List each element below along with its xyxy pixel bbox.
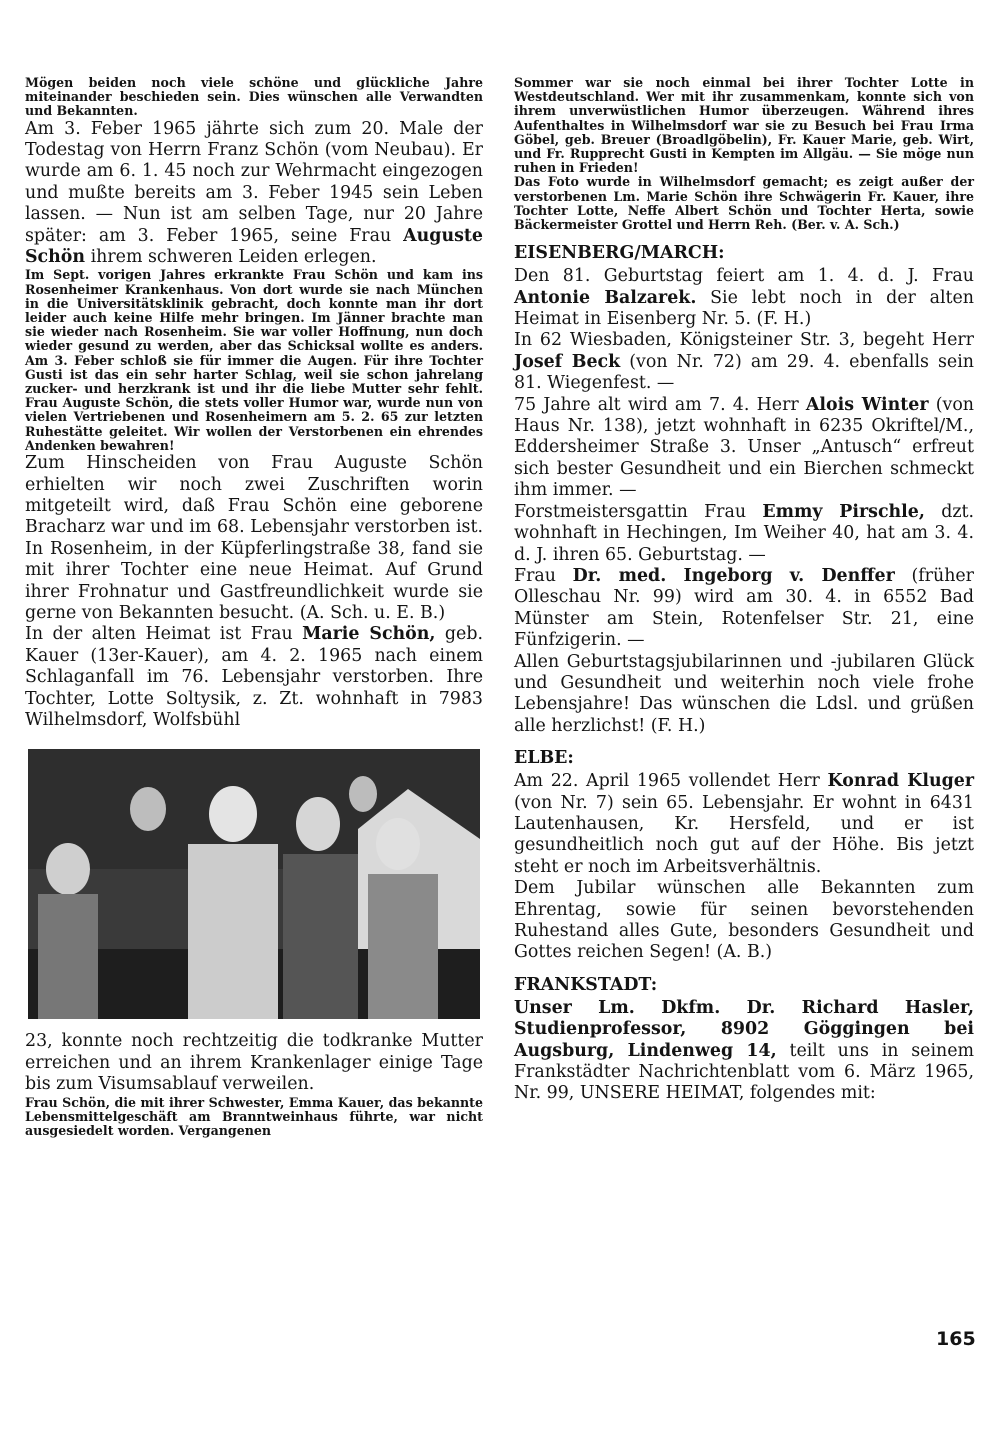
paragraph-denffer: Frau Dr. med. Ingeborg v. Denffer (früher Olleschau Nr. 99) wird am 30. 4. in 6552 Bad Münster am Stein, Rotenfelser Str. 21, eine Fünfzigerin. — — [514, 565, 974, 651]
heading-eisenberg: EISENBERG/MARCH: — [514, 243, 725, 264]
paragraph-last-summer: Sommer war sie noch einmal bei ihrer Tochter Lotte in Westdeutschland. Wer mit ihr zusammenkam, konnte sich von ihrem unverwüstlichen Humor überzeugen. Während ihres Aufenthaltes in Wilhelmsdorf war sie zu Besuch bei Frau Irma Göbel, geb. Breuer (Broadlgöbelin), Fr. Kauer Marie, geb. Wirt, und Fr. Rupprecht Gusti in Kempten im Allgäu. — Sie möge nun ruhen in Frieden! — [514, 75, 974, 176]
paragraph-photo-caption: Das Foto wurde in Wilhelmsdorf gemacht; es zeigt außer der verstorbenen Lm. Marie Schön ihre Schwägerin Fr. Kauer, ihre Tochter Lotte, Neffe Albert Schön und Tochter Herta, sowie Bäckermeister Grottel und Herrn Reh. (Ber. v. A. Sch.) — [514, 174, 974, 233]
heading-frankstadt: FRANKSTADT: — [514, 974, 658, 995]
paragraph-kluger: Am 22. April 1965 vollendet Herr Konrad Kluger (von Nr. 7) sein 65. Lebensjahr. Er wohnt in 6431 Lautenhausen, Kr. Hersfeld, und er ist gesundheitlich noch gut auf der Höhe. Bis jetzt steht er noch im Arbeitsverhältnis. — [514, 771, 975, 877]
paragraph-hasler: Unser Lm. Dkfm. Dr. Richard Hasler, Studienprofessor, 8902 Göggingen bei Augsburg, Lindenweg 14, teilt uns in seinem Frankstädter Nachrichtenblatt vom 6. März 1965, Nr. 99, UNSERE HEIMAT, folgendes mit: — [514, 997, 975, 1104]
paragraph-jubilar-wishes: Dem Jubilar wünschen alle Bekannten zum Ehrentag, sowie für seinen bevorstehenden Ruhestand alles Gute, besonders Gesundheit und Gottes reichen Segen! (A. B.) — [514, 878, 974, 963]
paragraph-marie-schoen: In der alten Heimat ist Frau Marie Schön, geb. Kauer (13er-Kauer), am 4. 2. 1965 nach einem Schlaganfall im 76. Lebensjahr verstorben. Ihre Tochter, Lotte Soltysik, z. Zt. wohnhaft in 7983 Wilhelmsdorf, Wolfsbühl — [25, 624, 484, 730]
paragraph-lotte-visit: 23, konnte noch rechtzeitig die todkranke Mutter erreichen und an ihrem Krankenlager einige Tage bis zum Visumsablauf verweilen. — [25, 1031, 483, 1095]
paragraph-beck: In 62 Wiesbaden, Königsteiner Str. 3, begeht Herr Josef Beck (von Nr. 72) am 29. 4. ebenfalls sein 81. Wiegenfest. — — [514, 330, 974, 394]
paragraph-shop-history: Frau Schön, die mit ihrer Schwester, Emma Kauer, das bekannte Lebensmittelgeschäft am Branntweinhaus führte, war nicht ausgesiedelt worden. Vergangenen — [25, 1094, 483, 1138]
paragraph-auguste-letters: Zum Hinscheiden von Frau Auguste Schön erhielten wir noch zwei Zuschriften worin mitgeteilt wird, daß Frau Schön eine geborene Bracharz war und im 68. Lebensjahr verstorben ist. In Rosenheim, in der Küpferlingstraße 38, fand sie mit ihrer Tochter eine neue Heimat. Auf Grund ihrer Frohnatur und Gastfreundlichkeit wurde sie gerne von Bekannten besucht. (A. Sch. u. E. B.) — [25, 453, 483, 623]
paragraph-auguste-illness: Im Sept. vorigen Jahres erkrankte Frau Schön und kam ins Rosenheimer Krankenhaus. Von dort wurde sie nach München in die Universitätsklinik gebracht, doch konnte man ihr dort leider auch keine Hilfe mehr bringen. Im Jänner brachte man sie wieder nach Rosenheim. Sie war voller Hoffnung, nun doch wieder gesund zu werden, aber das Schicksal wollte es anders. Am 3. Feber schloß sie für immer die Augen. Für ihre Tochter Gusti ist das ein sehr harter Schlag, weil sie schon jahrelang zucker- und herzkrank ist und ihr die liebe Mutter sehr fehlt. Frau Auguste Schön, die stets voller Humor war, wurde nun von vielen Vertriebenen und Rosenheimern am 5. 2. 65 zur letzten Ruhestätte geleitet. Wir wollen der Verstorbenen ein ehrendes Andenken bewahren! — [25, 267, 483, 453]
right-column — [514, 76, 974, 1105]
paragraph-winter: 75 Jahre alt wird am 7. 4. Herr Alois Winter (von Haus Nr. 138), jetzt wohnhaft in 6235 Okriftel/M., Eddersheimer Straße 3. Unser „Antusch“ erfreut sich bester Gesundheit und ein Bierchen schmeckt ihm immer. — — [514, 394, 974, 501]
paragraph-closing-wishes: Mögen beiden noch viele schöne und glückliche Jahre miteinander beschieden sein. Dies wünschen alle Verwandten und Bekannten. — [25, 75, 483, 119]
paragraph-pirschle: Forstmeistersgattin Frau Emmy Pirschle, dzt. wohnhaft in Hechingen, Im Weiher 40, hat am 3. 4. d. J. ihren 65. Geburtstag. — — [514, 501, 974, 565]
paragraph-balzarek: Den 81. Geburtstag feiert am 1. 4. d. J. Frau Antonie Balzarek. Sie lebt noch in der alten Heimat in Eisenberg Nr. 5. (F. H.) — [514, 266, 975, 330]
paragraph-birthday-wishes: Allen Geburtstagsjubilarinnen und -jubilaren Glück und Gesundheit und weiterhin noch viele frohe Lebensjahre! Das wünschen die Ldsl. und grüßen alle herzlichst! (F. H.) — [514, 651, 974, 736]
group-photo-image — [28, 749, 480, 1019]
group-photo — [28, 749, 480, 1019]
page-number: 165 — [936, 1328, 976, 1350]
heading-elbe: ELBE: — [514, 748, 574, 769]
left-column — [25, 76, 483, 1138]
paragraph-franz-schoen: Am 3. Feber 1965 jährte sich zum 20. Male der Todestag von Herrn Franz Schön (vom Neubau). Er wurde am 6. 1. 45 noch zur Wehrmacht eingezogen und mußte bereits am 3. Feber 1945 sein Leben lassen. — Nun ist am selben Tage, nur 20 Jahre später: am 3. Feber 1965, seine Frau Auguste Schön ihrem schweren Leiden erlegen. — [25, 118, 483, 268]
